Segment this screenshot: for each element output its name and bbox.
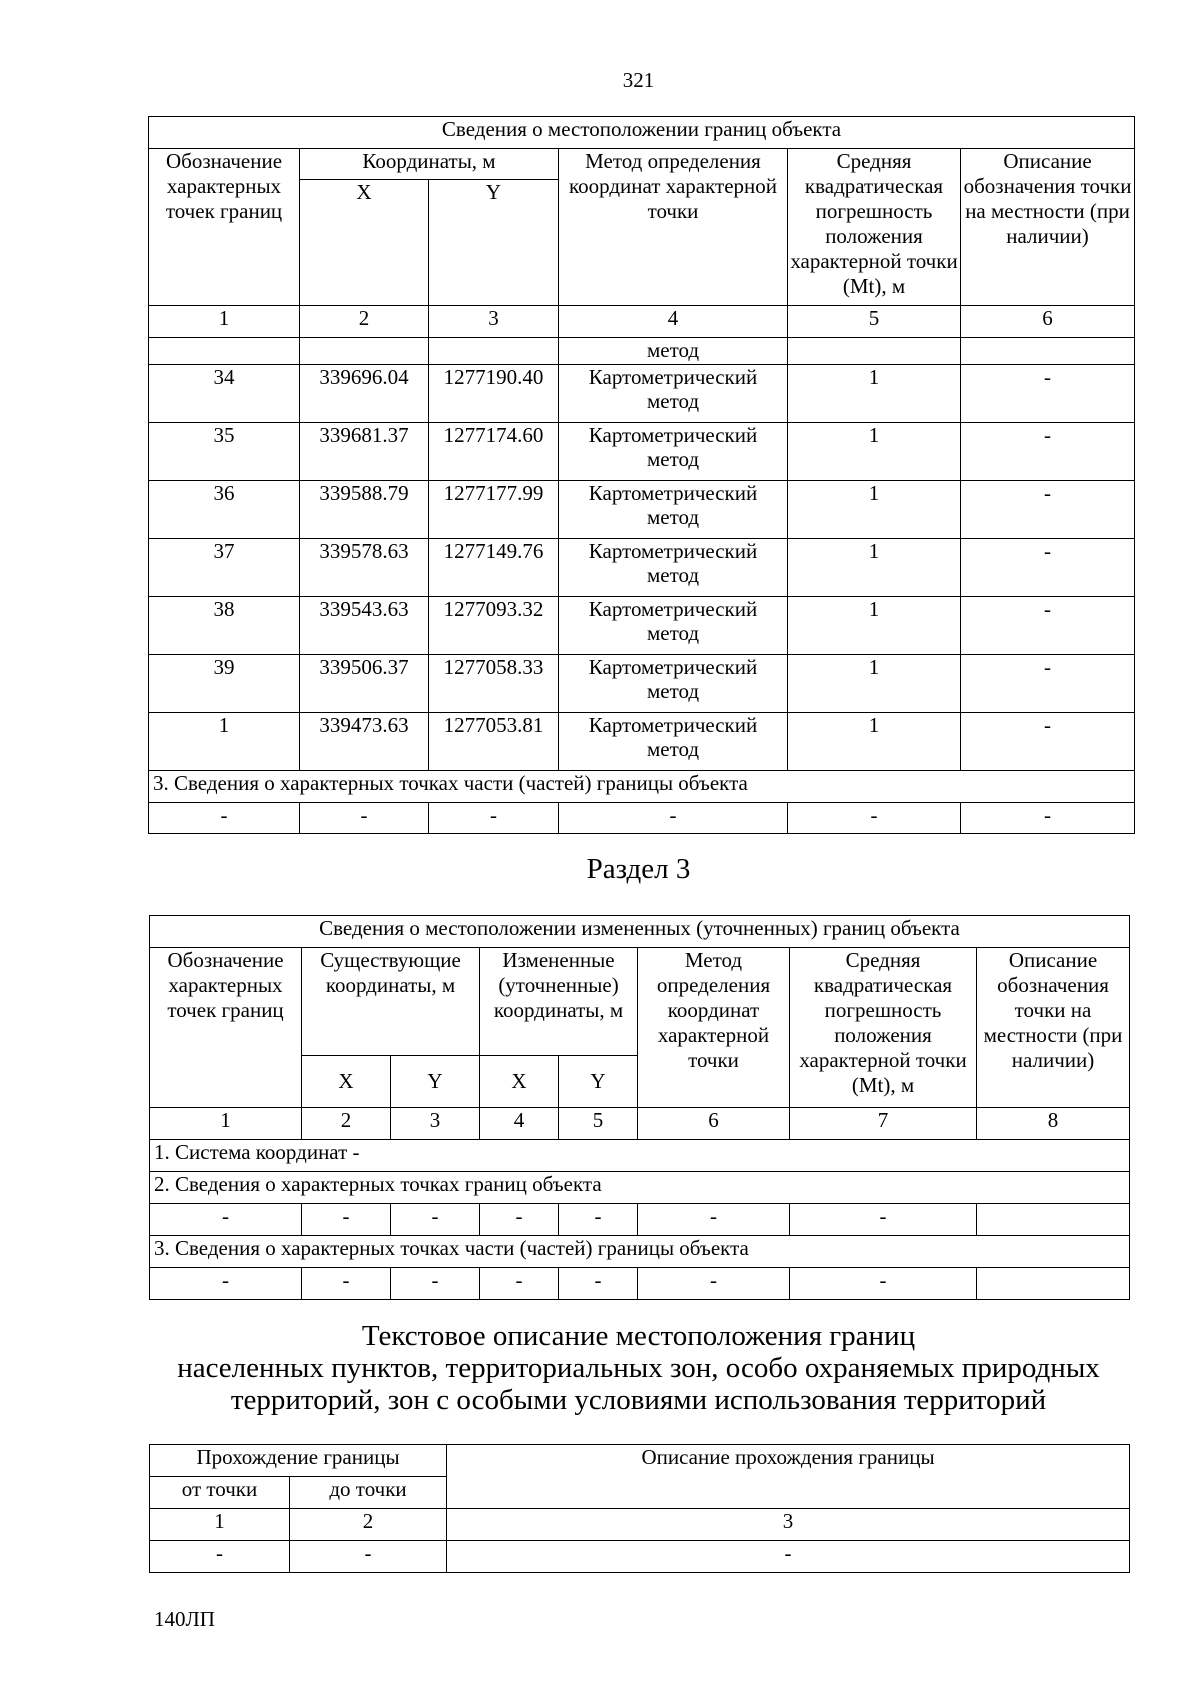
header-existing: Существующие координаты, м [302, 948, 480, 1056]
header-y: Y [559, 1056, 638, 1108]
empty-value-cell: - [447, 1541, 1130, 1573]
header-designation: Обозначение характерных точек границ [149, 149, 300, 306]
table-cell [149, 338, 300, 365]
column-number: 5 [559, 1108, 638, 1140]
section-row-parts: 3. Сведения о характерных точках части (частей) границы объекта [150, 1236, 1130, 1268]
table-row [149, 365, 1135, 423]
table-row [149, 597, 1135, 655]
empty-value-cell: - [961, 803, 1135, 834]
header-method: Метод определения координат характерной точки [638, 948, 790, 1108]
table-cell [300, 338, 429, 365]
method-cell: Картометрический метод [559, 423, 788, 481]
column-number: 4 [480, 1108, 559, 1140]
method-cell: Картометрический метод [559, 539, 788, 597]
table-row [150, 1268, 1130, 1300]
empty-value-cell: - [300, 803, 429, 834]
empty-value-cell: - [391, 1268, 480, 1300]
error-cell: 1 [788, 423, 961, 481]
header-description: Описание обозначения точки на местности (при наличии) [977, 948, 1130, 1108]
header-to-point: до точки [290, 1477, 447, 1509]
column-number: 3 [429, 306, 559, 338]
column-number: 2 [290, 1509, 447, 1541]
point-cell: 38 [149, 597, 300, 655]
empty-value-cell: - [149, 803, 300, 834]
description-cell: - [961, 481, 1135, 539]
empty-value-cell: - [150, 1268, 302, 1300]
x-cell: 339506.37 [300, 655, 429, 713]
column-number: 4 [559, 306, 788, 338]
empty-value-cell: - [559, 1204, 638, 1236]
page-number: 321 [622, 68, 655, 92]
boundary-passage-table [149, 1444, 1130, 1573]
point-cell: 35 [149, 423, 300, 481]
y-cell: 1277190.40 [429, 365, 559, 423]
y-cell: 1277053.81 [429, 713, 559, 771]
error-cell: 1 [788, 539, 961, 597]
method-cell: Картометрический метод [559, 655, 788, 713]
empty-value-cell: - [429, 803, 559, 834]
section-title: Раздел 3 [586, 853, 691, 885]
empty-value-cell: - [559, 803, 788, 834]
table-row [149, 539, 1135, 597]
point-cell: 37 [149, 539, 300, 597]
empty-value-cell: - [790, 1204, 977, 1236]
table-cell [429, 338, 559, 365]
empty-value-cell: - [638, 1268, 790, 1300]
empty-value-cell: - [290, 1541, 447, 1573]
header-from-point: от точки [150, 1477, 290, 1509]
header-description: Описание обозначения точки на местности (при наличии) [961, 149, 1135, 306]
table-cell [961, 338, 1135, 365]
column-number: 1 [150, 1108, 302, 1140]
continued-method-cell: метод [559, 338, 788, 365]
point-cell: 1 [149, 713, 300, 771]
method-cell: Картометрический метод [559, 713, 788, 771]
table-row [149, 713, 1135, 771]
section-row-coord-system: 1. Система координат - [150, 1140, 1130, 1172]
y-cell: 1277149.76 [429, 539, 559, 597]
table-row [150, 1204, 1130, 1236]
error-cell: 1 [788, 481, 961, 539]
header-y: Y [429, 180, 559, 306]
section-row-parts: 3. Сведения о характерных точках части (частей) границы объекта [149, 771, 1135, 803]
header-passage-description: Описание прохождения границы [447, 1445, 1130, 1509]
header-error: Средняя квадратическая погрешность положения характерной точки (Mt), м [790, 948, 977, 1108]
error-cell: 1 [788, 597, 961, 655]
description-cell: - [961, 713, 1135, 771]
description-cell: - [961, 655, 1135, 713]
description-title [0, 1320, 1200, 1416]
column-number: 3 [391, 1108, 480, 1140]
footer-code: 140ЛП [154, 1607, 215, 1631]
x-cell: 339588.79 [300, 481, 429, 539]
point-cell: 34 [149, 365, 300, 423]
empty-value-cell: - [559, 1268, 638, 1300]
y-cell: 1277058.33 [429, 655, 559, 713]
table-row [149, 423, 1135, 481]
x-cell: 339696.04 [300, 365, 429, 423]
header-x: X [302, 1056, 391, 1108]
x-cell: 339543.63 [300, 597, 429, 655]
empty-value-cell: - [150, 1204, 302, 1236]
table-title: Сведения о местоположении измененных (уточненных) границ объекта [150, 916, 1130, 948]
header-changed: Измененные (уточненные) координаты, м [480, 948, 638, 1056]
point-cell: 39 [149, 655, 300, 713]
empty-value-cell: - [302, 1268, 391, 1300]
description-title-line: населенных пунктов, территориальных зон, особо охраняемых природных [177, 1352, 1100, 1384]
empty-value-cell: - [150, 1541, 290, 1573]
column-number: 6 [638, 1108, 790, 1140]
table-row [149, 803, 1135, 834]
description-cell: - [961, 597, 1135, 655]
header-designation: Обозначение характерных точек границ [150, 948, 302, 1108]
empty-value-cell: - [638, 1204, 790, 1236]
column-number: 7 [790, 1108, 977, 1140]
description-cell: - [961, 365, 1135, 423]
boundary-coordinates-table [148, 116, 1135, 834]
empty-value-cell [977, 1204, 1130, 1236]
empty-value-cell: - [790, 1268, 977, 1300]
table-cell [788, 338, 961, 365]
empty-value-cell [977, 1268, 1130, 1300]
changed-boundaries-table [149, 915, 1130, 1300]
column-number: 5 [788, 306, 961, 338]
table-row [150, 1541, 1130, 1573]
error-cell: 1 [788, 713, 961, 771]
header-coordinates: Координаты, м [300, 149, 559, 180]
x-cell: 339681.37 [300, 423, 429, 481]
header-passage: Прохождение границы [150, 1445, 447, 1477]
section-row-boundary-points: 2. Сведения о характерных точках границ объекта [150, 1172, 1130, 1204]
table-row [149, 481, 1135, 539]
empty-value-cell: - [480, 1268, 559, 1300]
x-cell: 339578.63 [300, 539, 429, 597]
column-number: 2 [300, 306, 429, 338]
column-number: 3 [447, 1509, 1130, 1541]
y-cell: 1277093.32 [429, 597, 559, 655]
error-cell: 1 [788, 655, 961, 713]
header-x: X [300, 180, 429, 306]
error-cell: 1 [788, 365, 961, 423]
column-number: 8 [977, 1108, 1130, 1140]
column-number: 1 [149, 306, 300, 338]
table-row [149, 655, 1135, 713]
empty-value-cell: - [302, 1204, 391, 1236]
empty-value-cell: - [391, 1204, 480, 1236]
y-cell: 1277174.60 [429, 423, 559, 481]
method-cell: Картометрический метод [559, 597, 788, 655]
column-number: 6 [961, 306, 1135, 338]
description-cell: - [961, 423, 1135, 481]
point-cell: 36 [149, 481, 300, 539]
y-cell: 1277177.99 [429, 481, 559, 539]
header-y: Y [391, 1056, 480, 1108]
description-cell: - [961, 539, 1135, 597]
method-cell: Картометрический метод [559, 365, 788, 423]
header-x: X [480, 1056, 559, 1108]
table-title: Сведения о местоположении границ объекта [149, 117, 1135, 149]
description-title-line: территорий, зон с особыми условиями использования территорий [230, 1384, 1047, 1416]
method-cell: Картометрический метод [559, 481, 788, 539]
empty-value-cell: - [788, 803, 961, 834]
x-cell: 339473.63 [300, 713, 429, 771]
header-error: Средняя квадратическая погрешность положения характерной точки (Mt), м [788, 149, 961, 306]
description-title-line: Текстовое описание местоположения границ [361, 1320, 916, 1352]
header-method: Метод определения координат характерной точки [559, 149, 788, 306]
column-number: 1 [150, 1509, 290, 1541]
column-number: 2 [302, 1108, 391, 1140]
empty-value-cell: - [480, 1204, 559, 1236]
